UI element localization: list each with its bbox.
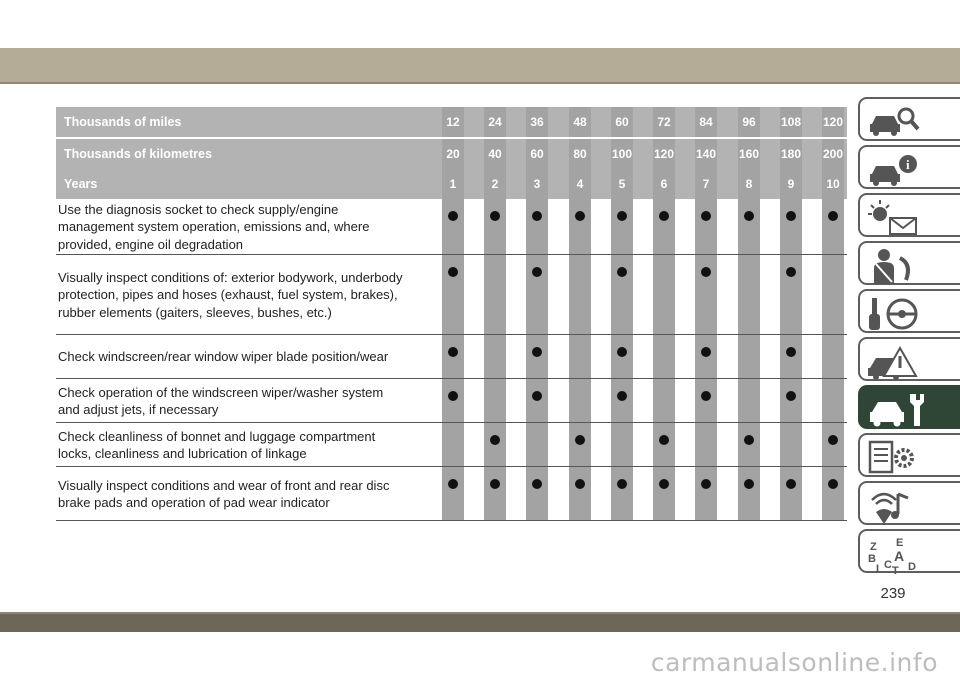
service-mark-dot	[617, 267, 627, 277]
header-label: Thousands of kilometres	[64, 147, 212, 161]
service-mark-dot	[701, 211, 711, 221]
service-mark-dot	[490, 435, 500, 445]
column-stripe	[695, 199, 717, 521]
header-value: 180	[780, 147, 802, 161]
header-value: 120	[822, 115, 844, 129]
header-value: 40	[488, 147, 502, 161]
header-band	[0, 48, 960, 82]
svg-text:C: C	[884, 559, 892, 571]
service-mark-dot	[786, 479, 796, 489]
header-row	[56, 169, 847, 199]
header-value: 8	[745, 177, 753, 191]
service-mark-dot	[532, 391, 542, 401]
service-mark-dot	[617, 347, 627, 357]
watermark: carmanualsonline.info	[650, 648, 938, 677]
service-mark-dot	[744, 435, 754, 445]
row-separator	[56, 466, 847, 467]
task-description: Use the diagnosis socket to check supply/engine management system operation, emissions and, where provided, engine oil degradation	[58, 201, 370, 252]
header-value: 160	[738, 147, 760, 161]
column-stripe	[484, 199, 506, 521]
header-value: 96	[742, 115, 756, 129]
column-stripe	[442, 199, 464, 521]
chapter-tab[interactable]	[858, 385, 960, 429]
service-mark-dot	[701, 479, 711, 489]
service-mark-dot	[532, 211, 542, 221]
header-value: 140	[695, 147, 717, 161]
header-value: 48	[573, 115, 587, 129]
task-description: Visually inspect conditions of: exterior bodywork, underbody protection, pipes and hoses (exhaust, fuel system, brakes), rubber elements (gaiters, sleeves, bushes, etc.)	[58, 269, 403, 320]
task-description: Check cleanliness of bonnet and luggage compartment locks, cleanliness and lubrication of linkage	[58, 428, 376, 461]
row-separator	[56, 254, 847, 255]
service-mark-dot	[701, 267, 711, 277]
header-label: Years	[64, 177, 98, 191]
service-mark-dot	[659, 479, 669, 489]
chapter-tab[interactable]	[858, 337, 960, 381]
footer-band	[0, 614, 960, 632]
header-value: 5	[618, 177, 626, 191]
chapter-tab[interactable]	[858, 97, 960, 141]
header-value: 24	[488, 115, 502, 129]
column-stripe	[738, 199, 760, 521]
header-value: 4	[576, 177, 584, 191]
row-separator	[56, 334, 847, 335]
service-mark-dot	[448, 267, 458, 277]
header-value: 20	[446, 147, 460, 161]
service-mark-dot	[490, 211, 500, 221]
service-mark-dot	[659, 435, 669, 445]
chapter-tab[interactable]	[858, 433, 960, 477]
header-value: 60	[615, 115, 629, 129]
task-description: Check operation of the windscreen wiper/washer system and adjust jets, if necessary	[58, 384, 384, 417]
service-mark-dot	[448, 347, 458, 357]
service-mark-dot	[617, 479, 627, 489]
service-mark-dot	[448, 211, 458, 221]
service-mark-dot	[828, 435, 838, 445]
svg-text:B: B	[868, 553, 876, 565]
header-value: 1	[449, 177, 457, 191]
svg-text:i: i	[906, 157, 910, 172]
svg-text:Z: Z	[870, 541, 877, 553]
row-separator	[56, 422, 847, 423]
header-value: 6	[660, 177, 668, 191]
header-value: 36	[530, 115, 544, 129]
header-value: 72	[657, 115, 671, 129]
header-label: Thousands of miles	[64, 115, 182, 129]
svg-text:T: T	[892, 565, 899, 574]
service-mark-dot	[786, 211, 796, 221]
page-number: 239	[880, 585, 906, 602]
header-value: 12	[446, 115, 460, 129]
svg-text:E: E	[896, 537, 904, 549]
task-description: Visually inspect conditions and wear of front and rear disc brake pads and operation of pad wear indicator	[58, 477, 390, 510]
header-rule	[0, 82, 960, 84]
header-value: 7	[702, 177, 710, 191]
svg-text:D: D	[908, 561, 916, 573]
header-value: 9	[787, 177, 795, 191]
service-mark-dot	[786, 391, 796, 401]
service-mark-dot	[575, 211, 585, 221]
header-value: 100	[611, 147, 633, 161]
header-value: 10	[826, 177, 840, 191]
service-mark-dot	[575, 479, 585, 489]
task-description: Check windscreen/rear window wiper blade position/wear	[58, 349, 389, 365]
service-mark-dot	[786, 347, 796, 357]
header-value: 108	[780, 115, 802, 129]
service-mark-dot	[744, 211, 754, 221]
svg-text:I: I	[876, 563, 880, 574]
svg-text:A: A	[894, 548, 905, 564]
column-stripe	[822, 199, 844, 521]
row-separator	[56, 378, 847, 379]
service-mark-dot	[659, 211, 669, 221]
service-mark-dot	[532, 479, 542, 489]
column-stripe	[526, 199, 548, 521]
header-row	[56, 107, 847, 137]
column-stripe	[653, 199, 675, 521]
chapter-tab[interactable]	[858, 145, 960, 189]
chapter-tab[interactable]	[858, 193, 960, 237]
service-mark-dot	[532, 267, 542, 277]
service-mark-dot	[448, 391, 458, 401]
header-value: 120	[653, 147, 675, 161]
chapter-tab[interactable]	[858, 289, 960, 333]
chapter-tab[interactable]	[858, 241, 960, 285]
header-value: 84	[699, 115, 713, 129]
service-mark-dot	[744, 479, 754, 489]
column-stripe	[569, 199, 591, 521]
header-value: 3	[533, 177, 541, 191]
header-value: 60	[530, 147, 544, 161]
service-mark-dot	[490, 479, 500, 489]
column-stripe	[611, 199, 633, 521]
service-mark-dot	[828, 479, 838, 489]
service-mark-dot	[786, 267, 796, 277]
service-mark-dot	[828, 211, 838, 221]
header-value: 200	[822, 147, 844, 161]
service-mark-dot	[448, 479, 458, 489]
chapter-tab[interactable]	[858, 529, 960, 573]
service-mark-dot	[617, 391, 627, 401]
header-value: 80	[573, 147, 587, 161]
column-stripe	[780, 199, 802, 521]
service-mark-dot	[575, 435, 585, 445]
chapter-tab[interactable]	[858, 481, 960, 525]
row-separator	[56, 520, 847, 521]
header-value: 2	[491, 177, 499, 191]
service-mark-dot	[532, 347, 542, 357]
header-row	[56, 139, 847, 169]
service-mark-dot	[701, 347, 711, 357]
service-mark-dot	[701, 391, 711, 401]
service-mark-dot	[617, 211, 627, 221]
